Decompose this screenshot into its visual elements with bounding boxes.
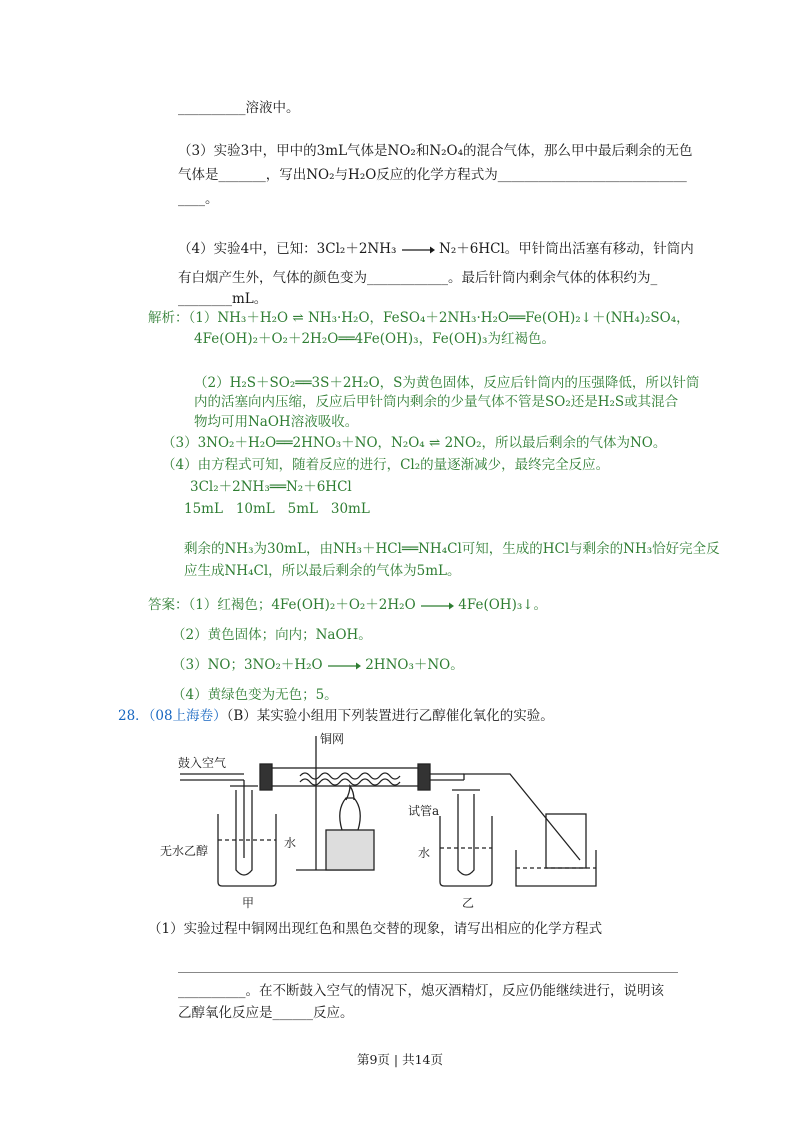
question-28-title — [118, 707, 554, 725]
reaction-arrow-icon — [327, 661, 361, 671]
question-3-line-2: 气体是_______，写出NO₂与H₂O反应的化学方程式为____________________________ — [178, 167, 687, 183]
equation-right: N₂＋6HCl。甲针筒出活塞有移动，针筒内 — [439, 241, 694, 257]
label-jia: 甲 — [242, 896, 255, 910]
question-source: 28．（08上海卷） — [118, 708, 227, 724]
reaction-arrow-icon — [401, 245, 435, 255]
equation-left: （4）实验4中，已知：3Cl₂＋2NH₃ — [178, 241, 397, 257]
reaction-arrow-icon — [420, 601, 454, 611]
analysis-line-6: （3）3NO₂＋H₂O══2HNO₃＋NO，N₂O₄ ⇌ 2NO₂，所以最后剩余的气体为NO。 — [162, 435, 667, 451]
label-anhydrous-ethanol: 无水乙醇 — [160, 844, 209, 858]
apparatus-figure — [160, 730, 600, 910]
answer-1-right: 4Fe(OH)₃↓。 — [458, 597, 548, 613]
analysis-line-5: 物均可用NaOH溶液吸收。 — [194, 414, 359, 430]
answer-line-1 — [148, 596, 547, 614]
answer-3-right: 2HNO₃＋NO。 — [365, 657, 464, 673]
label-copper-mesh: 铜网 — [320, 732, 345, 746]
page-footer: 第9页 | 共14页 — [356, 1052, 444, 1067]
analysis-line-3: （2）H₂S＋SO₂══3S＋2H₂O，S为黄色固体，反应后针筒内的压强降低，所以针筒 — [194, 375, 700, 391]
text-line: __________溶液中。 — [178, 100, 300, 116]
question-4-line-3: ________mL。 — [178, 291, 268, 307]
label-water-left: 水 — [284, 836, 297, 850]
label-water-right: 水 — [418, 846, 431, 860]
question-28-part-1-end: 乙醇氧化反应是______反应。 — [178, 1005, 354, 1021]
label-blow-air: 鼓入空气 — [178, 756, 227, 770]
label-test-tube-a: 试管a — [408, 804, 440, 818]
analysis-line-2: 4Fe(OH)₂＋O₂＋2H₂O══4Fe(OH)₃，Fe(OH)₃为红褐色。 — [194, 331, 555, 347]
analysis-equation: 3Cl₂＋2NH₃══N₂＋6HCl — [190, 479, 352, 495]
analysis-volumes: 15mL 10mL 5mL 30mL — [184, 501, 370, 517]
analysis-line-7: （4）由方程式可知，随着反应的进行，Cl₂的量逐渐减少，最终完全反应。 — [162, 457, 610, 473]
question-28-part-1-cont: __________。在不断鼓入空气的情况下，熄灭酒精灯，反应仍能继续进行，说明该 — [178, 983, 664, 999]
analysis-line-1: 解析：（1）NH₃＋H₂O ⇌ NH₃·H₂O，FeSO₄＋2NH₃·H₂O══Fe(OH)₂↓＋(NH₄)₂SO₄， — [148, 310, 690, 326]
question-3-line-3: ____。 — [178, 191, 219, 207]
label-yi: 乙 — [462, 896, 475, 910]
question-28-text: （B）某实验小组用下列装置进行乙醇催化氧化的实验。 — [226, 708, 554, 724]
answer-line-3 — [172, 656, 464, 674]
answer-line-2: （2）黄色固体；向内；NaOH。 — [172, 627, 372, 643]
answer-3-left: （3）NO；3NO₂＋H₂O — [172, 657, 323, 673]
analysis-line-9: 应生成NH₄Cl，所以最后剩余的气体为5mL。 — [184, 563, 461, 579]
question-4-line-1 — [178, 240, 694, 258]
answer-1-left: 答案：（1）红褐色；4Fe(OH)₂＋O₂＋2H₂O — [148, 597, 416, 613]
question-28-part-1: （1）实验过程中铜网出现红色和黑色交替的现象，请写出相应的化学方程式 — [148, 921, 603, 937]
answer-line-4: （4）黄绿色变为无色；5。 — [172, 687, 338, 703]
analysis-line-4: 内的活塞向内压缩，反应后甲针筒内剩余的少量气体不管是SO₂还是H₂S或其混合 — [194, 394, 679, 410]
question-3-line-1: （3）实验3中，甲中的3mL气体是NO₂和N₂O₄的混合气体，那么甲中最后剩余的无色 — [178, 143, 693, 159]
answer-rule — [178, 972, 678, 973]
question-4-line-2: 有白烟产生外，气体的颜色变为____________。最后针筒内剩余气体的体积约为_ — [178, 270, 658, 286]
analysis-line-8: 剩余的NH₃为30mL，由NH₃＋HCl══NH₄Cl可知，生成的HCl与剩余的NH₃恰好完全反 — [184, 541, 720, 557]
